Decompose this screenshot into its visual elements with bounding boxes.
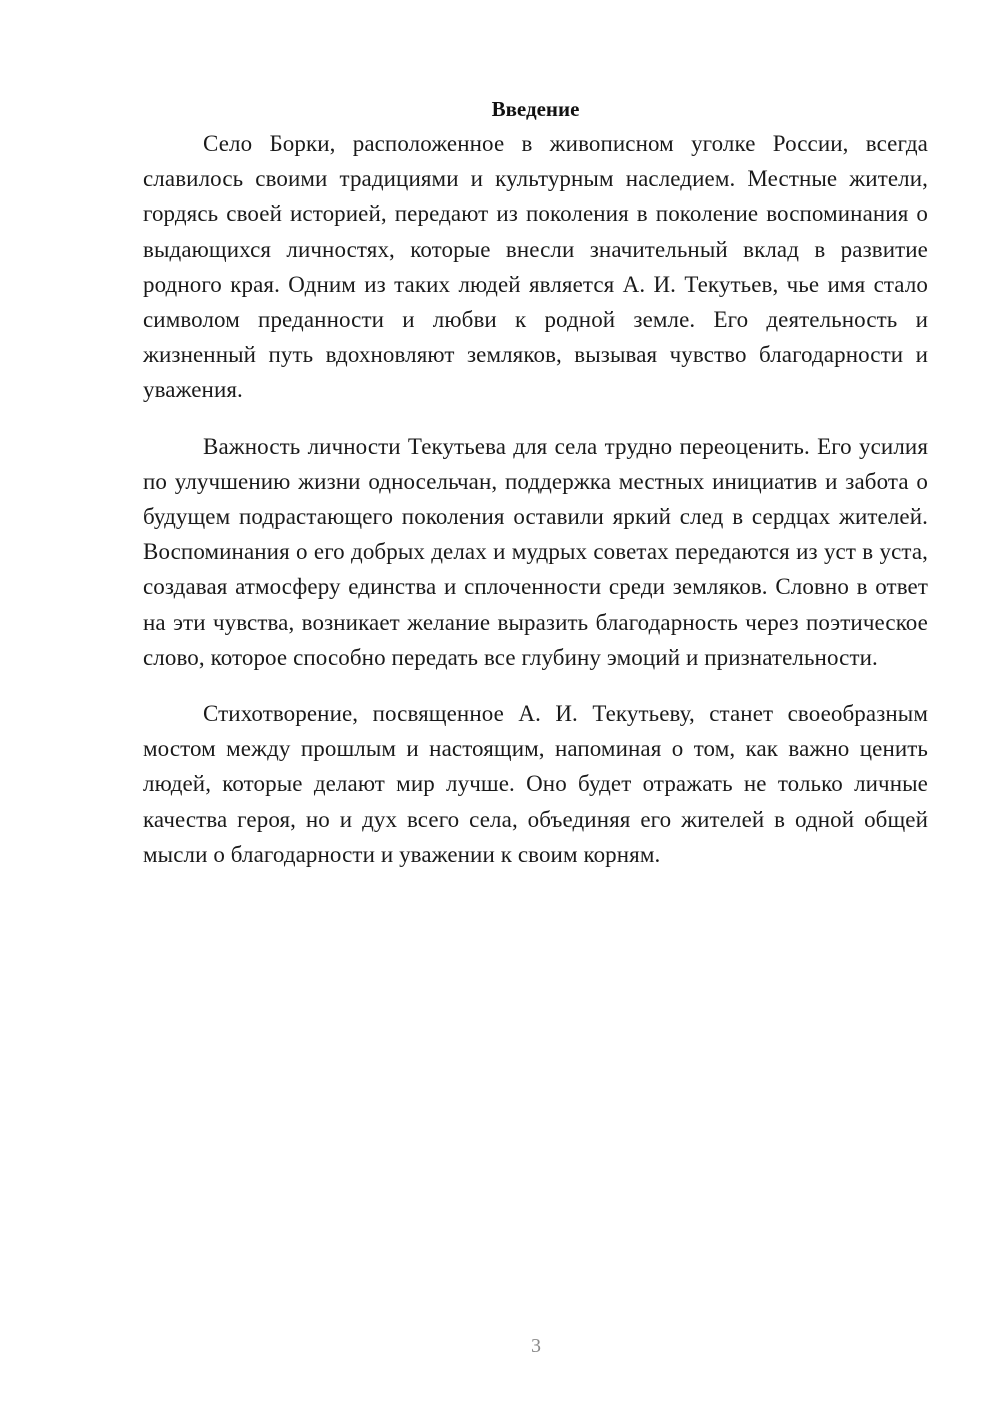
page-content [143,92,928,872]
paragraph-intro: Село Борки, расположенное в живописном уголке России, всегда славилось своими традициями и культурным наследием. Местные жители, гордясь своей историей, передают из поколения в поколение воспоминания о выдающихся личностях, которые внесли значительный вклад в развитие родного края. Одним из таких людей является А. И. Текутьев, чье имя стало символом преданности и любви к родной земле. Его деятельность и жизненный путь вдохновляют земляков, вызывая чувство благодарности и уважения. [143,131,928,403]
paragraph-importance: Важность личности Текутьева для села трудно переоценить. Его усилия по улучшению жизни односельчан, поддержка местных инициатив и забота о будущем подрастающего поколения оставили яркий след в сердцах жителей. Воспоминания о его добрых делах и мудрых советах передаются из уст в уста, создавая атмосферу единства и сплоченности среди земляков. Словно в ответ на эти чувства, возникает желание выразить благодарность через поэтическое слово, которое способно передать все глубину эмоций и признательности. [143,433,928,670]
section-title: Введение [491,97,580,121]
paragraph-poem: Стихотворение, посвященное А. И. Текутьеву, станет своеобразным мостом между прошлым и настоящим, напоминая о том, как важно ценить людей, которые делают мир лучше. Оно будет отражать не только личные качества героя, но и дух всего села, объединяя его жителей в одной общей мысли о благодарности и уважении к своим корням. [143,701,928,867]
page-number: 3 [531,1335,541,1357]
